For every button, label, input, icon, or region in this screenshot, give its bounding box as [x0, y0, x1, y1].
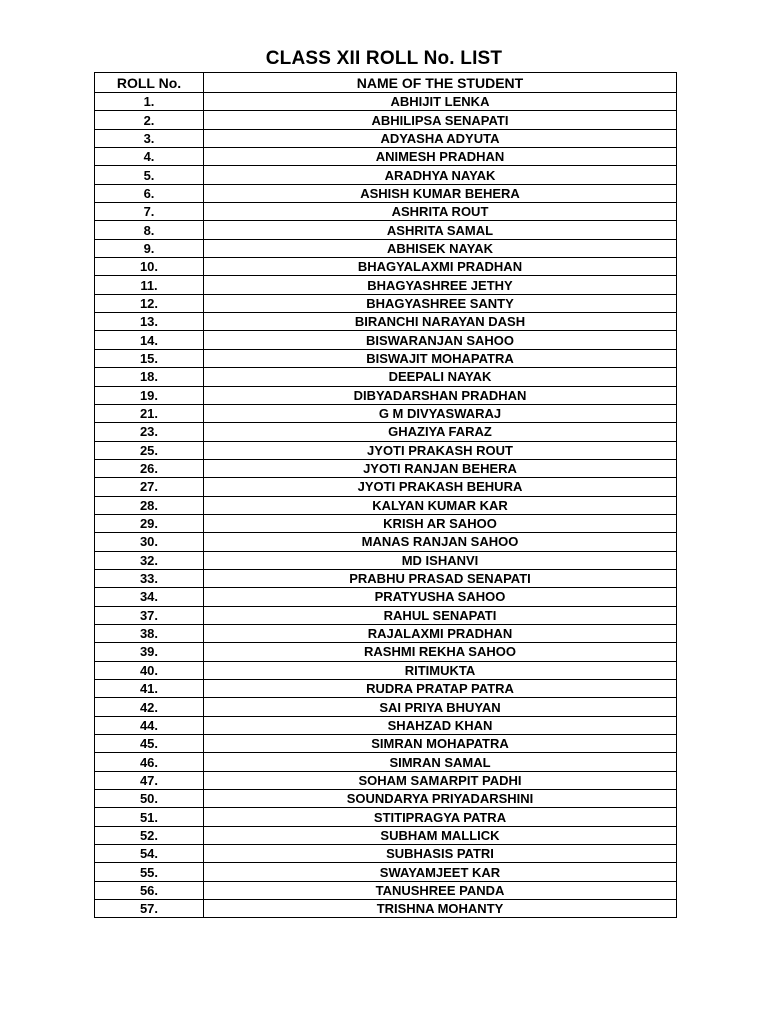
table-row: [95, 331, 677, 349]
page-title: CLASS XII ROLL No. LIST: [265, 48, 503, 69]
student-name-cell: SIMRAN SAMAL: [204, 753, 677, 771]
student-name-cell: ASHRITA SAMAL: [204, 221, 677, 239]
table-row: [95, 258, 677, 276]
roll-number-cell: 37.: [95, 606, 204, 624]
student-name-cell: MD ISHANVI: [204, 551, 677, 569]
student-name-cell: MANAS RANJAN SAHOO: [204, 533, 677, 551]
student-name-cell: SUBHAM MALLICK: [204, 826, 677, 844]
table-row: [95, 148, 677, 166]
roll-number-cell: 40.: [95, 661, 204, 679]
table-row: [95, 735, 677, 753]
table-row: [95, 881, 677, 899]
roll-number-cell: 39.: [95, 643, 204, 661]
table-row: [95, 239, 677, 257]
student-name-cell: SWAYAMJEET KAR: [204, 863, 677, 881]
roll-number-cell: 19.: [95, 386, 204, 404]
roll-number-cell: 46.: [95, 753, 204, 771]
roll-number-cell: 50.: [95, 790, 204, 808]
roll-number-cell: 5.: [95, 166, 204, 184]
table-row: [95, 386, 677, 404]
table-row: [95, 588, 677, 606]
roll-number-cell: 51.: [95, 808, 204, 826]
table-row: [95, 349, 677, 367]
table-row: [95, 716, 677, 734]
roll-number-cell: 10.: [95, 258, 204, 276]
table-row: [95, 771, 677, 789]
roll-number-cell: 14.: [95, 331, 204, 349]
roll-number-cell: 11.: [95, 276, 204, 294]
roll-number-cell: 18.: [95, 368, 204, 386]
roll-number-cell: 1.: [95, 93, 204, 111]
roll-number-cell: 42.: [95, 698, 204, 716]
table-row: [95, 111, 677, 129]
student-name-cell: BISWARANJAN SAHOO: [204, 331, 677, 349]
student-name-cell: BHAGYASHREE JETHY: [204, 276, 677, 294]
roll-number-cell: 26.: [95, 459, 204, 477]
student-name-cell: SUBHASIS PATRI: [204, 845, 677, 863]
student-name-cell: ADYASHA ADYUTA: [204, 129, 677, 147]
student-name-cell: TANUSHREE PANDA: [204, 881, 677, 899]
student-name-cell: ABHIJIT LENKA: [204, 93, 677, 111]
table-row: [95, 606, 677, 624]
table-row: [95, 368, 677, 386]
roll-number-cell: 45.: [95, 735, 204, 753]
roll-number-cell: 12.: [95, 294, 204, 312]
student-name-cell: ASHISH KUMAR BEHERA: [204, 184, 677, 202]
student-name-cell: STITIPRAGYA PATRA: [204, 808, 677, 826]
roll-number-cell: 25.: [95, 441, 204, 459]
table-row: [95, 900, 677, 918]
table-row: [95, 698, 677, 716]
table-row: [95, 313, 677, 331]
table-row: [95, 496, 677, 514]
table-row: [95, 643, 677, 661]
table-row: [95, 808, 677, 826]
student-name-cell: SIMRAN MOHAPATRA: [204, 735, 677, 753]
roll-number-cell: 8.: [95, 221, 204, 239]
table-row: [95, 459, 677, 477]
table-row: [95, 129, 677, 147]
roll-number-cell: 30.: [95, 533, 204, 551]
roll-number-cell: 27.: [95, 478, 204, 496]
roll-number-cell: 41.: [95, 680, 204, 698]
student-name-cell: BHAGYASHREE SANTY: [204, 294, 677, 312]
student-name-cell: ANIMESH PRADHAN: [204, 148, 677, 166]
student-name-cell: G M DIVYASWARAJ: [204, 404, 677, 422]
table-row: [95, 276, 677, 294]
table-row: [95, 680, 677, 698]
student-name-cell: JYOTI RANJAN BEHERA: [204, 459, 677, 477]
roll-number-cell: 28.: [95, 496, 204, 514]
student-name-cell: SOUNDARYA PRIYADARSHINI: [204, 790, 677, 808]
student-name-cell: PRABHU PRASAD SENAPATI: [204, 569, 677, 587]
roll-number-cell: 4.: [95, 148, 204, 166]
student-name-cell: RITIMUKTA: [204, 661, 677, 679]
student-name-cell: BISWAJIT MOHAPATRA: [204, 349, 677, 367]
roll-number-cell: 54.: [95, 845, 204, 863]
student-name-cell: ASHRITA ROUT: [204, 203, 677, 221]
table-row: [95, 826, 677, 844]
student-name-cell: JYOTI PRAKASH ROUT: [204, 441, 677, 459]
roll-number-cell: 6.: [95, 184, 204, 202]
table-row: [95, 203, 677, 221]
student-name-cell: KALYAN KUMAR KAR: [204, 496, 677, 514]
student-name-cell: PRATYUSHA SAHOO: [204, 588, 677, 606]
student-name-cell: BHAGYALAXMI PRADHAN: [204, 258, 677, 276]
table-row: [95, 533, 677, 551]
student-name-cell: TRISHNA MOHANTY: [204, 900, 677, 918]
roll-number-cell: 7.: [95, 203, 204, 221]
student-name-cell: ARADHYA NAYAK: [204, 166, 677, 184]
student-name-cell: KRISH AR SAHOO: [204, 514, 677, 532]
roll-number-cell: 23.: [95, 423, 204, 441]
table-row: [95, 184, 677, 202]
table-row: [95, 753, 677, 771]
table-row: [95, 221, 677, 239]
table-row: [95, 93, 677, 111]
roll-number-cell: 52.: [95, 826, 204, 844]
table-row: [95, 661, 677, 679]
roll-number-cell: 56.: [95, 881, 204, 899]
roll-number-cell: 47.: [95, 771, 204, 789]
roll-number-cell: 38.: [95, 624, 204, 642]
roll-number-cell: 2.: [95, 111, 204, 129]
roll-number-cell: 55.: [95, 863, 204, 881]
roll-number-cell: 9.: [95, 239, 204, 257]
student-name-cell: RASHMI REKHA SAHOO: [204, 643, 677, 661]
roll-number-cell: 34.: [95, 588, 204, 606]
roll-number-cell: 57.: [95, 900, 204, 918]
roll-number-cell: 32.: [95, 551, 204, 569]
roll-number-cell: 44.: [95, 716, 204, 734]
roll-number-cell: 33.: [95, 569, 204, 587]
table-row: [95, 423, 677, 441]
student-name-cell: ABHISEK NAYAK: [204, 239, 677, 257]
student-name-cell: RUDRA PRATAP PATRA: [204, 680, 677, 698]
student-name-cell: JYOTI PRAKASH BEHURA: [204, 478, 677, 496]
table-row: [95, 404, 677, 422]
table-row: [95, 790, 677, 808]
student-name-cell: SOHAM SAMARPIT PADHI: [204, 771, 677, 789]
table-row: [95, 551, 677, 569]
table-row: [95, 294, 677, 312]
student-name-cell: ABHILIPSA SENAPATI: [204, 111, 677, 129]
student-name-cell: SAI PRIYA BHUYAN: [204, 698, 677, 716]
table-row: [95, 514, 677, 532]
table-row: [95, 166, 677, 184]
table-header-row: [95, 73, 677, 93]
student-name-cell: DEEPALI NAYAK: [204, 368, 677, 386]
student-name-header: NAME OF THE STUDENT: [204, 73, 677, 93]
roll-number-cell: 15.: [95, 349, 204, 367]
student-name-cell: DIBYADARSHAN PRADHAN: [204, 386, 677, 404]
roll-number-cell: 13.: [95, 313, 204, 331]
roll-list-table: [94, 72, 677, 918]
roll-number-cell: 29.: [95, 514, 204, 532]
roll-number-cell: 3.: [95, 129, 204, 147]
table-body: [95, 93, 677, 918]
student-name-cell: SHAHZAD KHAN: [204, 716, 677, 734]
table-row: [95, 863, 677, 881]
roll-number-cell: 21.: [95, 404, 204, 422]
student-name-cell: RAHUL SENAPATI: [204, 606, 677, 624]
table-row: [95, 441, 677, 459]
table-row: [95, 478, 677, 496]
table-row: [95, 624, 677, 642]
student-name-cell: GHAZIYA FARAZ: [204, 423, 677, 441]
student-name-cell: BIRANCHI NARAYAN DASH: [204, 313, 677, 331]
roll-no-header: ROLL No.: [95, 73, 204, 93]
table-row: [95, 845, 677, 863]
table-row: [95, 569, 677, 587]
student-name-cell: RAJALAXMI PRADHAN: [204, 624, 677, 642]
